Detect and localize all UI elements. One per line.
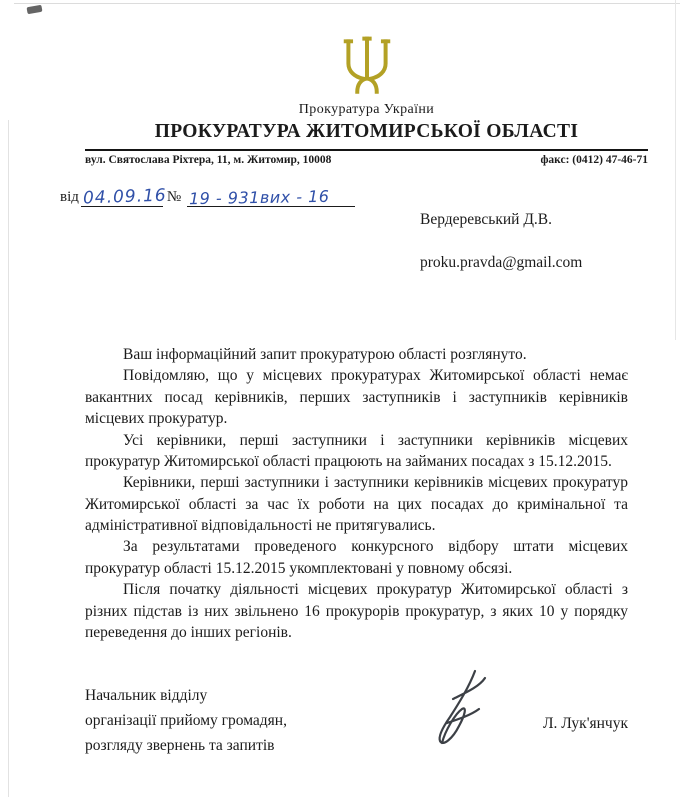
handwritten-date: 04.09.16 (82, 185, 167, 209)
ref-number-label: № (166, 189, 182, 205)
ref-from-label: від (60, 189, 79, 205)
signer-title-line: організації прийому громадян, (85, 712, 287, 730)
signer-title-line: Начальник відділу (85, 687, 208, 705)
signature-block (85, 683, 628, 761)
paragraph: Керівники, перші заступники і заступники керівників місцевих прокуратур Житомирської області за час їх роботи на цих посадах до кримінальної та адміністративної відповідальності не притягувались. (85, 474, 628, 534)
scan-artifact-corner-mark (27, 5, 43, 14)
signer-title-line: розгляду звернень та запитів (85, 737, 275, 755)
org-name-title: ПРОКУРАТУРА ЖИТОМИРСЬКОЇ ОБЛАСТІ (154, 121, 579, 142)
handwritten-number: 19 - 931вих - 16 (189, 186, 330, 209)
letterhead-address-row (85, 151, 648, 166)
letter-body (85, 344, 628, 643)
recipient-email: proku.pravda@gmail.com (420, 254, 583, 271)
signer-title (85, 683, 357, 758)
recipient-block (420, 211, 680, 272)
scan-artifact-top-edge (14, 3, 680, 4)
tryzub-emblem-icon (340, 36, 394, 98)
paragraph: Ваш інформаційний запит прокуратурою області розглянуто. (123, 346, 527, 363)
signer-name: Л. Лук'янчук (543, 715, 628, 733)
reference-line (60, 181, 680, 207)
paragraph: За результатами проведеного конкурсного відбору штати місцевих прокуратур області 15.12.2015 укомплектовані у повному обсязі. (85, 538, 628, 577)
org-fax: факс: (0412) 47-46-71 (540, 154, 648, 166)
paragraph: Повідомляю, що у місцевих прокуратурах Житомирської області немає вакантних посад керівників, перших заступників і заступників керівників місцевих прокуратур. (85, 367, 628, 428)
letterhead (85, 36, 648, 166)
ref-number-underline (187, 182, 355, 207)
scan-artifact-right-edge (675, 0, 676, 340)
org-parent-title: Прокуратура України (298, 102, 435, 117)
paragraph: Усі керівники, перші заступники і заступники керівників місцевих прокуратур Житомирської області працюють на займаних посадах з 15.12.2015. (85, 431, 628, 470)
recipient-name: Вердеревський Д.В. (420, 211, 552, 228)
scan-artifact-left-edge (8, 120, 9, 797)
org-address: вул. Святослава Ріхтера, 11, м. Житомир, 10008 (85, 154, 332, 166)
paragraph: Після початку діяльності місцевих прокуратур Житомирської області з різних підстав із них звільнено 16 прокурорів прокуратур, з яких 10 у порядку переведення до інших регіонів. (85, 581, 628, 641)
ref-date-underline (81, 182, 167, 209)
handwritten-signature (417, 665, 509, 761)
